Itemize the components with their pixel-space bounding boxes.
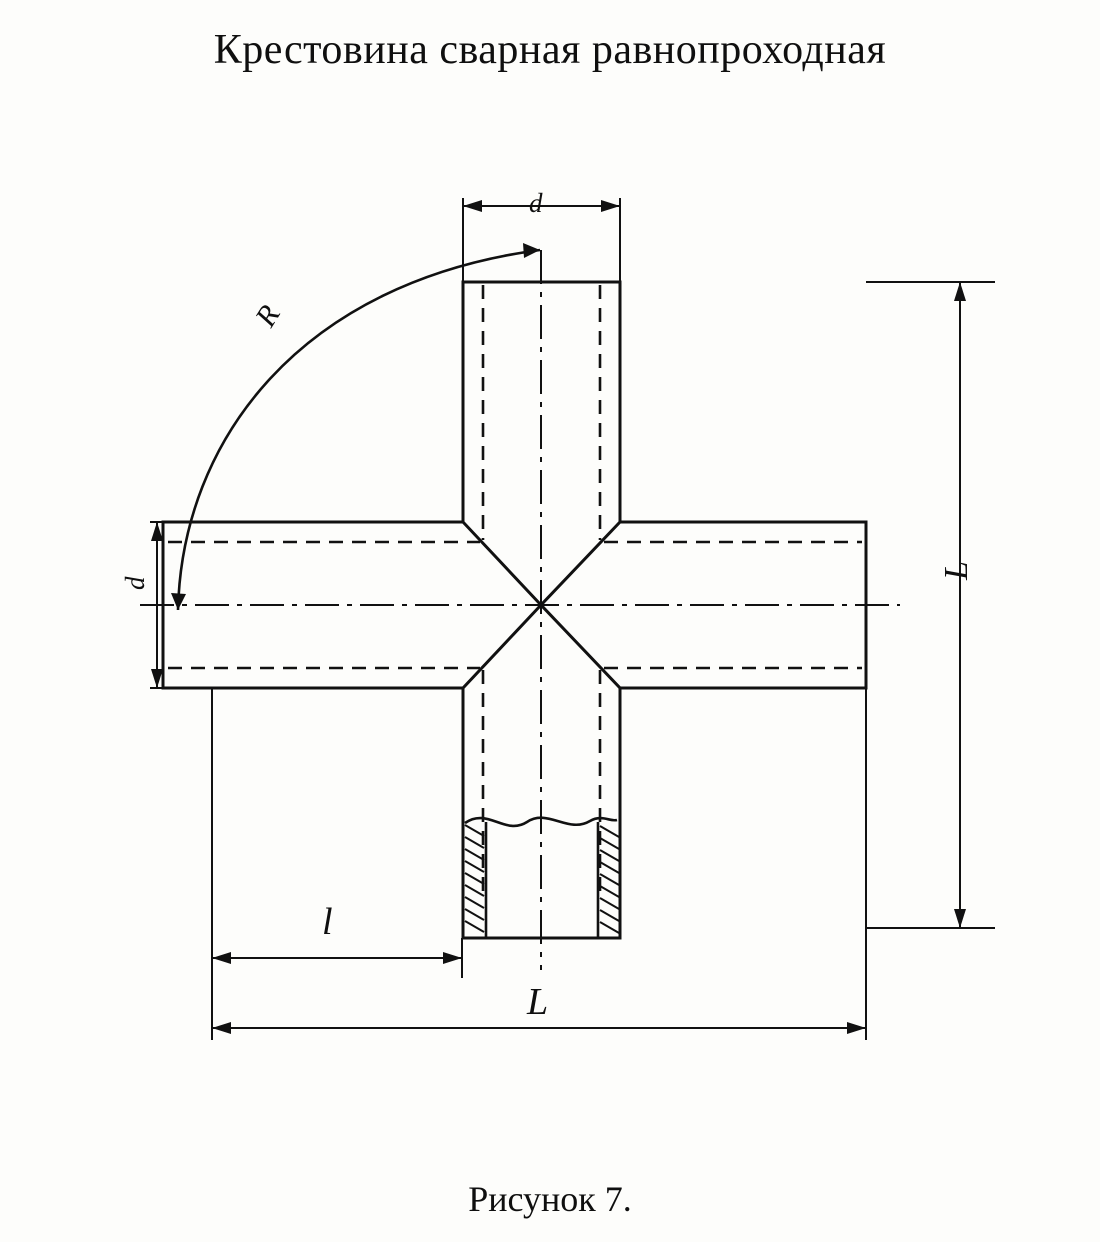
dimension-label-l-bottom: l: [322, 901, 333, 943]
dimension-label-R-arc: R: [249, 299, 287, 333]
cross-fitting-drawing: [0, 110, 1100, 1150]
page-title: Крестовина сварная равнопроходная: [213, 27, 887, 73]
dimension-label-L-right: L: [938, 561, 975, 580]
figure-caption: Рисунок 7.: [468, 1179, 632, 1219]
dimension-label-d-left: d: [120, 576, 150, 590]
dimension-label-d-top: d: [529, 188, 543, 218]
cross-fitting-svg: [0, 110, 1100, 1150]
dimension-label-L-bottom: L: [527, 981, 549, 1023]
